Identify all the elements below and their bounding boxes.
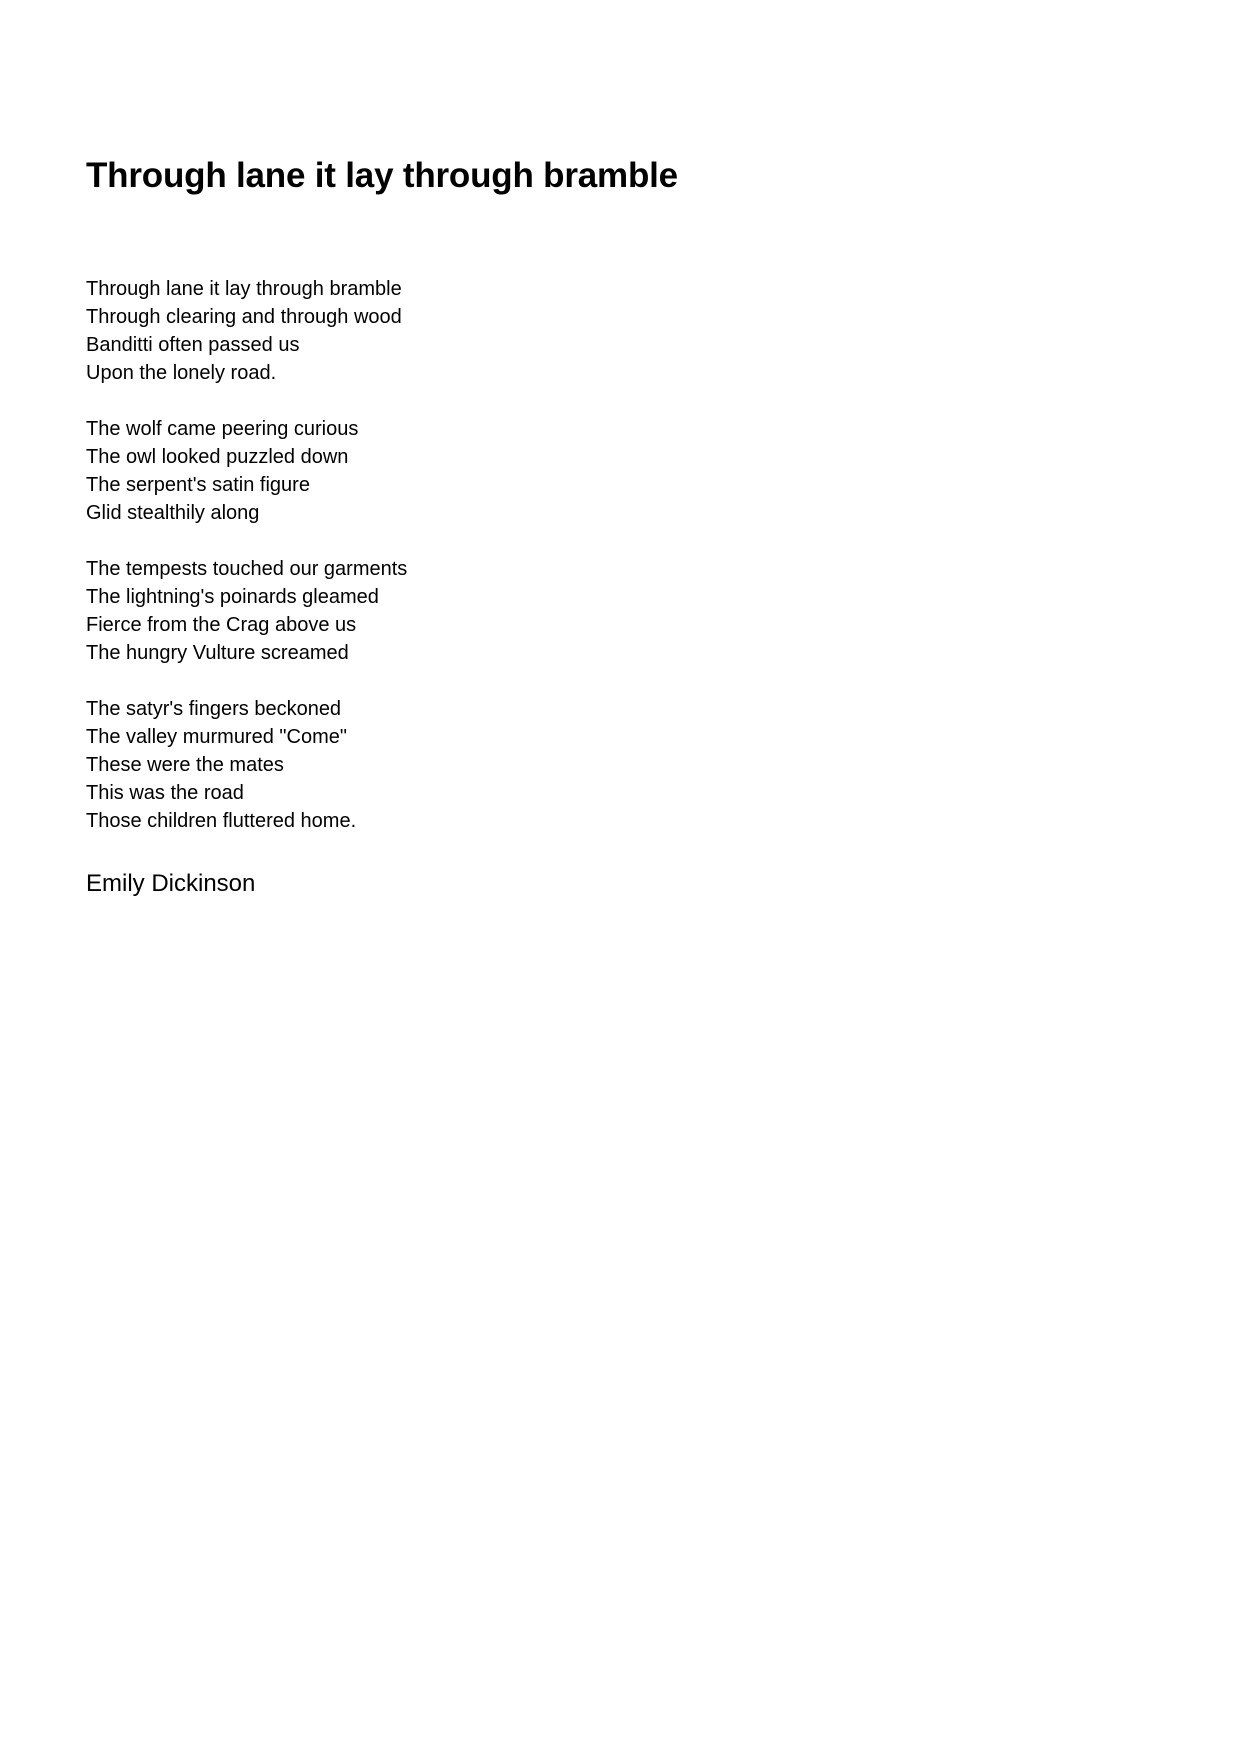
poem-author: Emily Dickinson <box>86 870 256 897</box>
poem-line: Through clearing and through wood <box>86 306 402 328</box>
poem-line: These were the mates <box>86 754 284 776</box>
stanza-1 <box>86 275 786 387</box>
stanza-2 <box>86 415 786 527</box>
poem-line: This was the road <box>86 782 244 804</box>
poem-line: The satyr's fingers beckoned <box>86 698 342 720</box>
poem-title: Through lane it lay through bramble <box>86 156 678 195</box>
poem-line: The wolf came peering curious <box>86 418 359 440</box>
poem-line: Fierce from the Crag above us <box>86 614 357 636</box>
stanza-4 <box>86 695 786 835</box>
poem-line: Through lane it lay through bramble <box>86 278 402 300</box>
poem-line: Those children fluttered home. <box>86 810 357 832</box>
poem-line: The tempests touched our garments <box>86 558 408 580</box>
poem-line: The serpent's satin figure <box>86 474 310 496</box>
poem-line: The hungry Vulture screamed <box>86 642 349 664</box>
poem-body <box>86 275 786 863</box>
poem-line: Glid stealthily along <box>86 502 260 524</box>
poem-line: The owl looked puzzled down <box>86 446 349 468</box>
stanza-3 <box>86 555 786 667</box>
poem-line: Upon the lonely road. <box>86 362 277 384</box>
poem-line: The valley murmured "Come" <box>86 726 347 748</box>
poem-line: Banditti often passed us <box>86 334 300 356</box>
poem-line: The lightning's poinards gleamed <box>86 586 379 608</box>
